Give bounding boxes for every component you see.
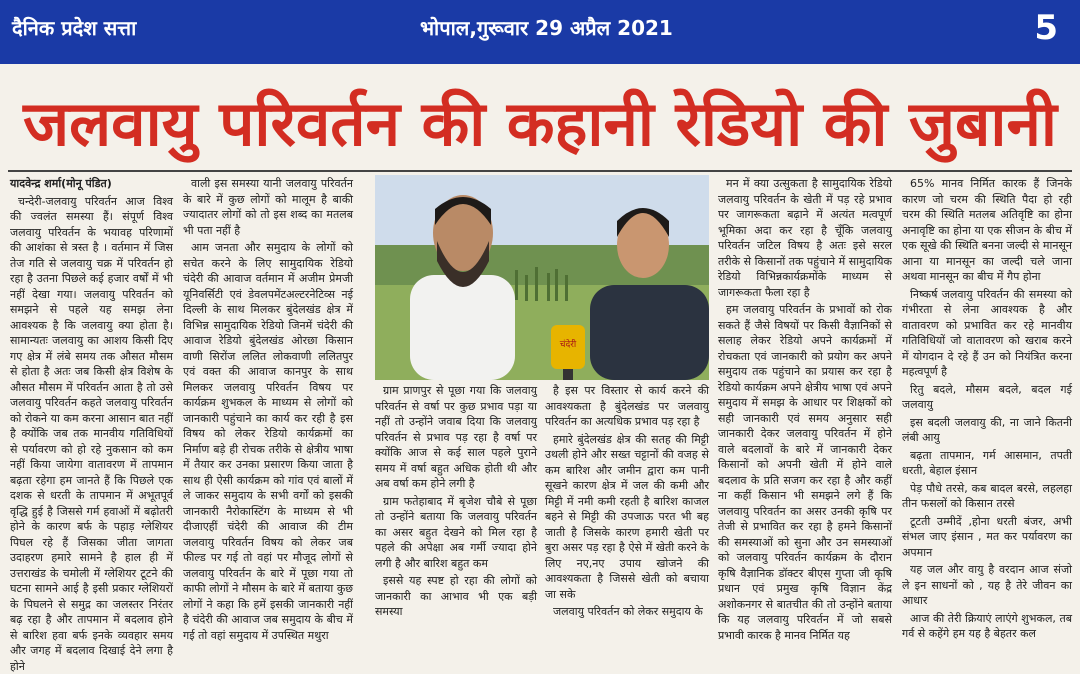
paragraph: हम जलवायु परिवर्तन के प्रभावों को रोक सकते हैं जैसे विषयों पर किसी वैज्ञानिकों से सलाह लेकर रेडियो अपने कार्यक्रमों में रोचकता एवं जानकारी को प्रयोग कर अपने समुदाय तक पहुंचाने का प्रयास कर रहा है रेडियो कार्यक्रम अपने क्षेत्रीय भाषा एवं अपने समुदाय में समझ के आधार पर शिक्षकों को सही जानकारी एवं समय अनुसार सही जानकारी देकर जलवायु परिवर्तन में होने वाले बदलावों के बारे में जानकारी देकर किसानों को अपनी खेती में होने वाले बदलाव के प्रति सजग कर रहा है और कहीं ना कहीं किसान भी समझने लगे हैं कि जलवायु परिवर्तन का असर उनकी कृषि पर तेजी से प्रभावित कर रहा है हमने किसानों की समस्याओं को सुना और उन समस्याओं को जलवायु परिवर्तन कार्यक्रम के दौरान कृषि वैज्ञानिक डॉक्टर बीएस गुप्ता जी कृषि प्रधान एवं प्रमुख कृषि विज्ञान केंद्र अशोकनगर से बातचीत की तो उन्होंने बताया कि यह जलवायु परिवर्तन में जो सबसे प्रभावी कारक है मानव निर्मित यह (718, 302, 892, 643)
mic-label: चंदेरी (560, 338, 577, 350)
headline-divider (8, 170, 1072, 172)
photo-text-right (545, 383, 709, 586)
paragraph: चन्देरी-जलवायु परिवर्तन आज विश्व की ज्वलंत समस्या हैं। संपूर्ण विश्व जलवायु परिवर्तन के भयावह परिणामों की आशंका से त्रस्त है । वर्तमान में जिस तेज गति से जलवायु चक्र में परिवर्तन हो रहा है उतना पिछले कई हजार वर्षों में भी नहीं देखा गया। जलवायु परिवर्तन को समझने से पहले यह समझ लेना आवश्यक है कि जलवायु क्या होता है। सामान्यतः जलवायु का आशय किसी दिए गए क्षेत्र में लंबे समय तक औसत मौसम से होता है अतः जब किसी क्षेत्र विशेष के औसत मौसम में परिवर्तन आता है तो उसे जलवायु परिवर्तन कहते जलवायु परिवर्तन को रोकने या कम करना आसान बात नहीं है क्योंकि जब तक मानवीय गतिविधियों से पर्यावरण को हो रहे नुकसान को कम नहीं किया जायेगा वातावरण में तापमान बढ़ता रहेगा हम जानते हैं कि पिछले एक दशक से धरती के तापमान में अभूतपूर्व वृद्धि हुई है जिससे गर्म हवाओं में बढ़ोतरी होने के कारण बर्फ के पहाड़ ग्लेशियर पिघल रहे हैं जिसका जीता जागता उदाहरण हमारे सामने है हाल ही में उत्तराखंड के चमोली में ग्लेशियर टूटने की घटना सामने आई है इसी प्रकार ग्लेशियरों के पिघलने से समुद्र का जलस्तर निरंतर बढ़ रहा है और तापमान में बदलाव होने से बारिश हवा बर्फ इनके व्यवहार समय और जगह में बदलाव दिखाई देने लगा है होने (10, 194, 173, 674)
paragraph: निष्कर्ष जलवायु परिवर्तन की समस्या को गंभीरता से लेना आवश्यक है और वातावरण को प्रभावित कर रहे मानवीय गतिविधियों जो वातावरण को खराब करने में योगदान दे रहे हैं उन को नियंत्रित करना महत्वपूर्ण है (902, 287, 1072, 380)
newspaper-name: दैनिक प्रदेश सत्ता (12, 14, 136, 41)
paragraph: जलवायु परिवर्तन को लेकर समुदाय के (545, 604, 709, 620)
byline: यादवेन्द्र शर्मा(मोनू पंडित) (10, 176, 173, 192)
page-number: 5 (1034, 8, 1058, 48)
poem-line: पेड़ पौधे तरसे, कब बादल बरसे, लहलहा तीन फसलों को किसान तरसे (902, 481, 1072, 512)
paragraph: है इस पर विस्तार से कार्य करने की आवश्यकता है बुंदेलखंड पर जलवायु परिवर्तन का अत्यधिक प्रभाव पड़ रहा है (545, 383, 709, 430)
paragraph: 65% मानव निर्मित कारक हैं जिनके कारण जो चरम की स्थिति पैदा हो रही चरम की स्थिति मतलब अतिवृष्टि का होना अनावृष्टि का होना या एक सीजन के बीच में एक सूखे की स्थिति बनना जल्दी से मानसून आना या मानसून का जल्दी चले जाना अथवा मानसून का बीच में गैप होना (902, 176, 1072, 285)
article-column-6 (902, 176, 1072, 586)
article-column-1 (10, 176, 173, 586)
paragraph: वाली इस समस्या यानी जलवायु परिवर्तन के बारे में कुछ लोगों को मालूम है बाकी ज्यादातर लोगों को तो इस शब्द का मतलब भी पता नहीं है (183, 176, 353, 238)
poem-line: इस बदली जलवायु की, ना जाने कितनी लंबी आयु (902, 415, 1072, 446)
masthead-bar (0, 0, 1080, 64)
paragraph: हमारे बुंदेलखंड क्षेत्र की सतह की मिट्टी उथली होने और सख्त चट्टानों की वजह से कम बारिश और जमीन द्वारा कम पानी सूखने कारण क्षेत्र में जल की कमी और मिट्टी में नमी कमी रहती है बारिश काजल बहने से मिट्टी की उपजाऊ परत भी बह जाती है जिसके कारण हमारी खेती पर बुरा असर पड़ रहा है ऐसे में खेती करने के लिए नए,नए उपाय खोजने की आवश्यकता है जिससे खेती को बचाया जा सके (545, 432, 709, 603)
article-photo (375, 175, 709, 380)
article-column-2 (183, 176, 353, 586)
paragraph: इससे यह स्पष्ट हो रहा की लोगों को जानकारी का आभाव भी एक बड़ी समस्या (375, 573, 537, 620)
paragraph: आम जनता और समुदाय के लोगों को सचेत करने के लिए सामुदायिक रेडियो चंदेरी की आवाज वर्तमान में अजीम प्रेमजी यूनिवर्सिटी एवं डेवलपमेंटअल्टरनेटिव्स नई दिल्ली के साथ मिलकर बुंदेलखंड क्षेत्र में विभिन्न सामुदायिक रेडियो जिनमें चंदेरी की आवाज रेडियो बुंदेलखंड ओरछा किसान वाणी सिरोंज ललित लोकवाणी ललितपुर एवं वक्त की आवाज कानपुर के साथ मिलकर जलवायु परिवर्तन विषय पर कार्यक्रम शुभकल के माध्यम से लोगों को जानकारी पहुंचाने का कार्य कर रही है इस विषय को लेकर रेडियो कार्यक्रमों का निर्माण बड़े ही रोचक तरीके से क्षेत्रीय भाषा में तैयार कर उनका प्रसारण किया जाता है साथ ही ऐसी कार्यक्रम को गांव एवं बालों में ले जाकर समुदाय के सभी वर्गों को इसकी जानकारी नैरोकास्टिंग के माध्यम से भी दीजाएहीं चंदेरी की आवाज की टीम जलवायु परिवर्तन विषय को लेकर जब फील्ड पर गई तो वहां पर मौजूद लोगों से जलवायु परिवर्तन के बारे में पूछा गया तो काफी लोगों ने मौसम के बारे में बताया कुछ लोगों ने कहा कि हमें इसकी जानकारी नहीं है चंदेरी की आवाज जब समुदाय के बीच में गई तो वहां समुदाय में उपस्थित मथुरा (183, 240, 353, 643)
poem-line: बढ़ता तापमान, गर्म आसमान, तपती धरती, बेहाल इंसान (902, 448, 1072, 479)
poem-line: यह जल और वायु है वरदान आज संजो ले इन साधनों को , यह है तेरे जीवन का आधार (902, 562, 1072, 609)
poem-line: टूटती उम्मीदें ,होना धरती बंजर, अभी संभल जाए इंसान , मत कर पर्यावरण का अपमान (902, 514, 1072, 561)
edition-date: भोपाल,गुरूवार 29 अप्रैल 2021 (420, 14, 673, 41)
paragraph: मन में क्या उत्सुकता है सामुदायिक रेडियो जलवायु परिवर्तन के खेती में पड़ रहे प्रभाव पर जागरूकता बढ़ाने में अत्यंत मत्वपूर्ण भूमिका अदा कर रहा है चूँकि जलवायु परिवर्तन जटिल विषय है अतः इसे सरल तरीके से किसानों तक पहुंचाने में सामुदायिक रेडियो विभिन्नकार्यक्रमोंके माध्यम से जागरूकता फैला रहा है (718, 176, 892, 300)
paragraph: ग्राम फतेहाबाद में बृजेश चौबे से पूछा तो उन्होंने बताया कि जलवायु परिवर्तन का असर बहुत देखने को मिल रहा है पहले की अपेक्षा अब गर्मी ज्यादा होने लगी है और बारिश बहुत कम (375, 494, 537, 572)
article-headline: जलवायु परिवर्तन की कहानी रेडियो की जुबानी (10, 78, 1070, 170)
photo-text-left (375, 383, 537, 586)
poem-line: आज की तेरी क्रियाएं लाएंगे शुभकल, तब गर्व से कहेंगे हम यह है बेहतर कल (902, 611, 1072, 642)
poem-line: रितु बदले, मौसम बदले, बदल गई जलवायु (902, 382, 1072, 413)
article-column-5 (718, 176, 892, 586)
paragraph: ग्राम प्राणपुर से पूछा गया कि जलवायु परिवर्तन से वर्षा पर कुछ प्रभाव पड़ा या नहीं तो उन्होंने जवाब दिया कि जलवायु परिवर्तन से प्रभाव पड़ रहा है वर्षा पर क्योंकि आज से कई साल पहले पुराने समय में वर्षा बहुत अधिक होती थी और अब वर्षा कम होने लगी है (375, 383, 537, 492)
photo-two-men-field-icon (375, 175, 709, 380)
